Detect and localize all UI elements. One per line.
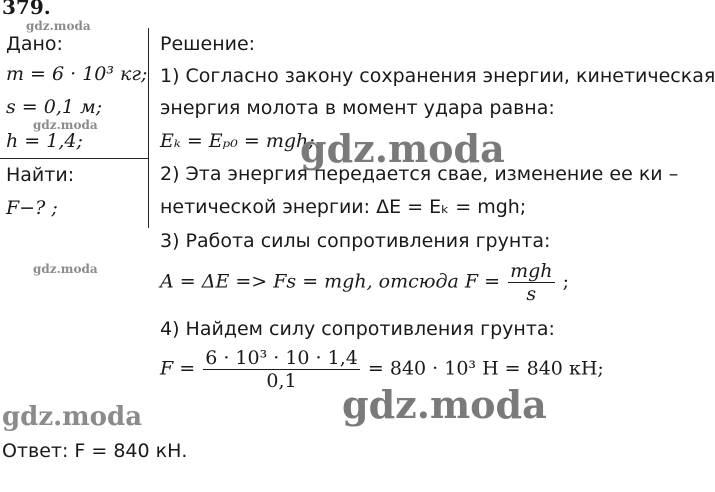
- table-divider-vertical: [148, 28, 149, 228]
- step4-formula-right: = 840 · 10³ Н = 840 кН;: [367, 357, 604, 380]
- step3-fraction-numerator: mgh: [510, 260, 553, 282]
- solution-step3-line1: 3) Работа силы сопротивления грунта:: [160, 230, 551, 252]
- solution-step2-line1: 2) Эта энергия передается свае, изменение ее ки –: [160, 163, 679, 185]
- find-heading: Найти:: [6, 164, 75, 186]
- watermark-small-1: gdz.moda: [26, 19, 91, 33]
- solution-step4-formula: [160, 347, 604, 392]
- given-distance: s = 0,1 м;: [6, 96, 103, 118]
- solution-heading: Решение:: [160, 33, 256, 55]
- watermark-large-1: gdz.moda: [300, 126, 505, 171]
- step3-formula-left: A = ΔE => Fs = mgh, отсюда F =: [160, 270, 501, 293]
- step3-fraction: [508, 260, 554, 305]
- answer: Ответ: F = 840 кН.: [2, 440, 188, 462]
- solution-step4-line1: 4) Найдем силу сопротивления грунта:: [160, 318, 555, 340]
- step3-formula-end: ;: [562, 270, 569, 293]
- find-value: F−? ;: [6, 197, 58, 219]
- step4-fraction-denominator: 0,1: [266, 370, 297, 392]
- given-mass: m = 6 · 10³ кг;: [6, 63, 148, 85]
- watermark-small-3: gdz.moda: [33, 262, 98, 276]
- solution-step2-line2: нетической энергии: ΔE = Eₖ = mgh;: [160, 196, 527, 218]
- step4-fraction: [203, 347, 360, 392]
- problem-number: 379.: [2, 0, 51, 19]
- step4-formula-left: F =: [160, 357, 196, 380]
- watermark-medium-1: gdz.moda: [2, 402, 143, 432]
- solution-step1-formula: Eₖ = Eₚ₀ = mgh;: [160, 130, 315, 152]
- given-height: h = 1,4;: [6, 130, 83, 152]
- watermark-large-2: gdz.moda: [342, 382, 547, 427]
- given-heading: Дано:: [6, 33, 63, 55]
- step3-fraction-denominator: s: [526, 283, 537, 305]
- table-divider-horizontal: [0, 158, 149, 159]
- watermark-small-2: gdz.moda: [33, 118, 98, 132]
- step4-fraction-numerator: 6 · 10³ · 10 · 1,4: [205, 347, 358, 369]
- solution-step3-formula: [160, 260, 569, 305]
- solution-step1-line2: энергия молота в момент удара равна:: [160, 97, 555, 119]
- solution-step1-line1: 1) Согласно закону сохранения энергии, кинетическая: [160, 65, 715, 87]
